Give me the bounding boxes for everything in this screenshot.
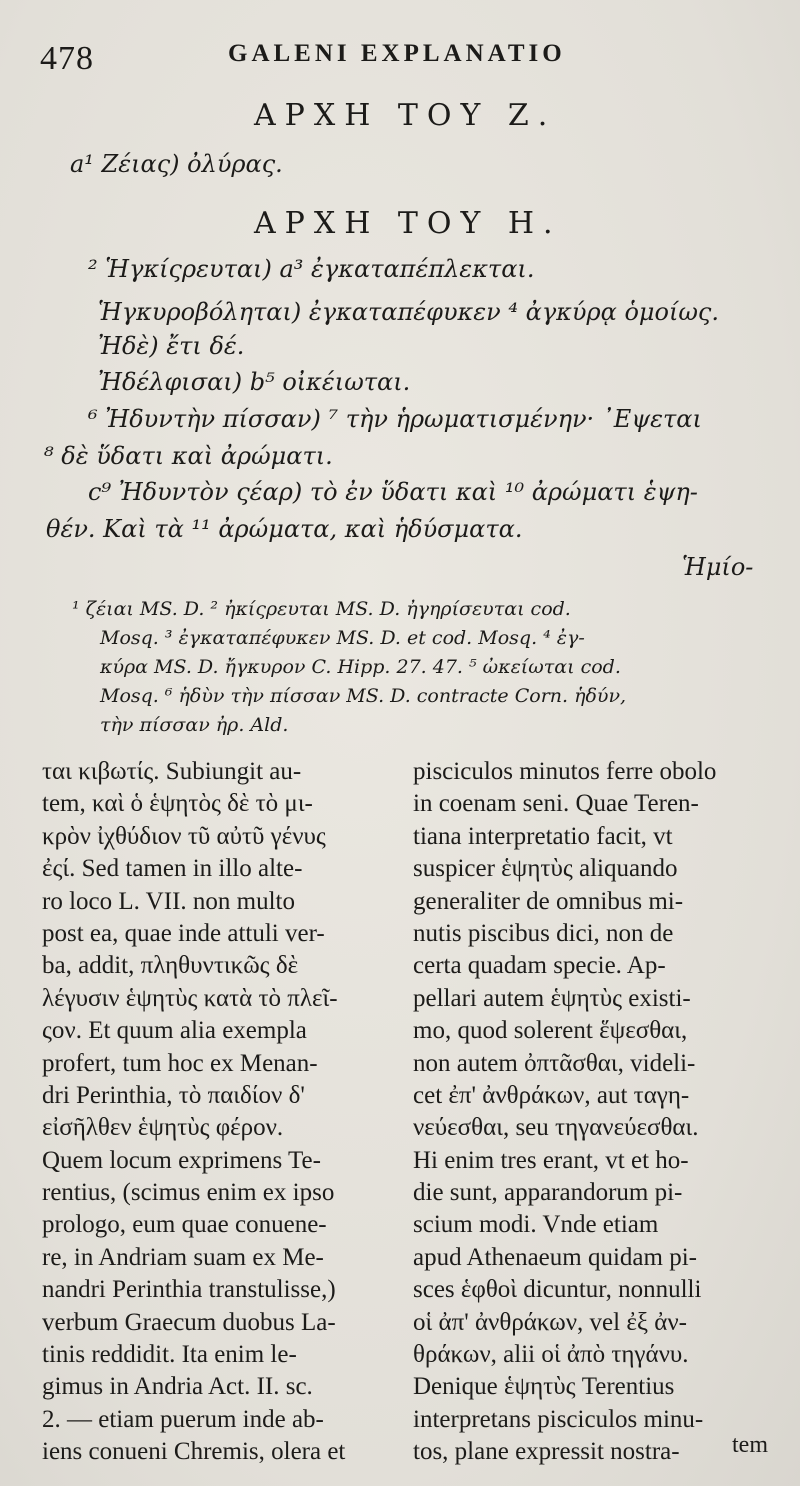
- text-line: κρὸν ἰχθύδιον τῦ αὐτῦ γένυς: [42, 822, 326, 850]
- text-line: ςον. Et quum alia exempla: [42, 1017, 307, 1045]
- glossary-entry: Ἠδέλφισαι) b⁵ οἰκέιωται.: [98, 368, 411, 396]
- footnote-line: Mosq. ³ ἐγκαταπέφυκεν MS. D. et cod. Mosq. ⁴ ἐγ-: [100, 627, 585, 649]
- text-line: λέγυσιν ἑψητὺς κατὰ τὸ πλεῖ-: [42, 984, 338, 1012]
- text-line: Quem locum exprimens Te-: [42, 1146, 321, 1174]
- text-line: gimus in Andria Act. II. sc.: [42, 1373, 313, 1401]
- glossary-entry: Ἡγκυροβόληται) ἐγκαταπέφυκεν ⁴ ἀγκύρᾳ ὁμοίως.: [98, 298, 719, 326]
- text-line: 2. — etiam puerum inde ab-: [42, 1405, 324, 1433]
- glossary-entry: Ἠδὲ) ἔτι δέ.: [98, 332, 245, 360]
- catchword-line: Ἡμίο-: [682, 553, 754, 581]
- footnote-line: ¹ ζέιαι MS. D. ² ἠκίςρευται MS. D. ἠγηρίσευται cod.: [72, 598, 571, 620]
- section-heading-zeta: ΑΡΧΗ ΤΟΥ Ζ.: [254, 98, 557, 133]
- text-line: Hi enim tres erant, vt et ho-: [413, 1146, 689, 1174]
- text-line: pisciculos minutos ferre obolo: [413, 758, 717, 785]
- text-line: verbum Graecum duobus La-: [42, 1308, 336, 1336]
- text-line: εἰσῆλθεν ἑψητὺς φέρον.: [42, 1114, 284, 1142]
- text-line: apud Athenaeum quidam pi-: [413, 1243, 697, 1271]
- text-line: iens conueni Chremis, olera et: [42, 1438, 346, 1466]
- text-line: in coenam seni. Quae Teren-: [413, 790, 699, 818]
- text-line: interpretans pisciculos minu-: [413, 1405, 704, 1433]
- text-line: tos, plane expressit nostra-: [413, 1438, 680, 1466]
- text-line: pellari autem ἑψητὺς existi-: [413, 984, 691, 1012]
- glossary-entry: ² Ἡγκίςρευται) a³ ἐγκαταπέπλεκται.: [88, 255, 535, 283]
- text-line: scium modi. Vnde etiam: [413, 1211, 659, 1239]
- text-line: cet ἐπ' ἀνθράκων, aut ταγη-: [413, 1081, 690, 1109]
- text-line: post ea, quae inde attuli ver-: [42, 919, 325, 947]
- glossary-entry: θέν. Καὶ τὰ ¹¹ ἀρώματα, καὶ ἡδύσματα.: [46, 515, 523, 543]
- text-line: rentius, (scimus enim ex ipso: [42, 1179, 335, 1207]
- glossary-entry: a¹ Ζέιας) ὀλύρας.: [70, 150, 283, 178]
- text-line: re, in Andriam suam ex Me-: [42, 1243, 324, 1271]
- footnote-line: τὴν πίσσαν ἠρ. Ald.: [100, 714, 289, 736]
- text-line: νεύεσθαι, seu τηγανεύεσθαι.: [413, 1114, 699, 1142]
- text-line: generaliter de omnibus mi-: [413, 887, 684, 915]
- running-title: GALENI EXPLANATIO: [228, 40, 566, 67]
- text-line: certa quadam specie. Ap-: [413, 952, 666, 980]
- glossary-entry: c⁹ Ἠδυντὸν ςέαρ) τὸ ἐν ὕδατι καὶ ¹⁰ ἀρώματι ἑψη-: [88, 478, 698, 506]
- text-line: sces ἑφθοὶ dicuntur, nonnulli: [413, 1276, 702, 1304]
- left-text-column: [42, 756, 400, 1469]
- text-line: θράκων, alii οἱ ἀπὸ τηγάνυ.: [413, 1341, 689, 1369]
- section-heading-eta: ΑΡΧΗ ΤΟΥ Η.: [254, 206, 562, 241]
- text-line: prologo, eum quae conuene-: [42, 1211, 327, 1239]
- text-line: ἐςί. Sed tamen in illo alte-: [42, 855, 303, 883]
- glossary-entry: ⁶ Ἠδυντὴν πίσσαν) ⁷ τὴν ἡρωματισμένην· ᾿Εψεται: [88, 405, 702, 433]
- text-line: dri Perinthia, τὸ παιδίον δ': [42, 1081, 305, 1109]
- glossary-entry: ⁸ δὲ ὕδατι καὶ ἀρώματι.: [44, 442, 333, 470]
- text-line: tiana interpretatio facit, vt: [413, 822, 673, 850]
- text-line: mo, quod solerent ἕψεσθαι,: [413, 1017, 688, 1045]
- text-line: ba, addit, πληθυντικῶς δὲ: [42, 952, 299, 980]
- footnote-line: Mosq. ⁶ ἡδὺν τὴν πίσσαν MS. D. contracte Corn. ἡδύν,: [100, 685, 627, 707]
- text-line: die sunt, apparandorum pi-: [413, 1179, 683, 1207]
- text-line: Denique ἑψητὺς Terentius: [413, 1373, 675, 1401]
- page-number: 478: [40, 40, 94, 77]
- text-line: nandri Perinthia transtulisse,): [42, 1276, 336, 1304]
- right-text-column: [413, 756, 763, 1469]
- text-line: οἱ ἀπ' ἀνθράκων, vel ἐξ ἀν-: [413, 1308, 687, 1336]
- text-line: non autem ὀπτᾶσθαι, videli-: [413, 1049, 696, 1077]
- footnote-line: κύρα MS. D. ἤγκυρον C. Hipp. 27. 47. ⁵ ὠκείωται cod.: [100, 656, 621, 678]
- text-line: ro loco L. VII. non multo: [42, 887, 295, 915]
- text-line: tem, καὶ ὁ ἑψητὸς δὲ τὸ μι-: [42, 790, 313, 818]
- catchword: tem: [732, 1432, 768, 1458]
- text-line: ται κιβωτίς. Subiungit au-: [42, 758, 302, 785]
- text-line: nutis piscibus dici, non de: [413, 919, 674, 947]
- text-line: suspicer ἑψητὺς aliquando: [413, 855, 678, 883]
- text-line: profert, tum hoc ex Menan-: [42, 1049, 318, 1077]
- text-line: tinis reddidit. Ita enim le-: [42, 1341, 297, 1369]
